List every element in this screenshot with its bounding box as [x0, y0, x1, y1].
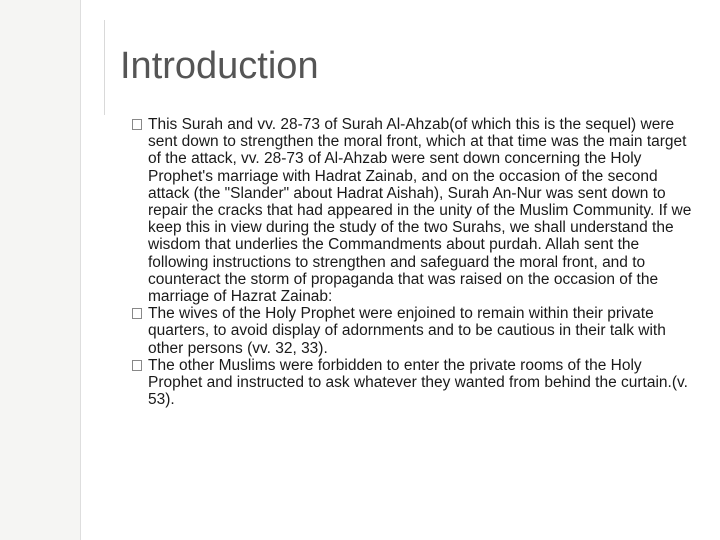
- square-bullet-icon: [132, 308, 142, 319]
- square-bullet-icon: [132, 119, 142, 130]
- bullet-item: [132, 116, 692, 305]
- bullet-list: [132, 116, 692, 408]
- slide-title: Introduction: [120, 45, 319, 87]
- bullet-text: This Surah and vv. 28-73 of Surah Al-Ahzab(of which this is the sequel) were sent down to strengthen the moral front, which at that time was the main target of the attack, vv. 28-73 of Al-Ahzab were sent down concerning the Holy Prophet's marriage with Hadrat Zainab, and on the occasion of the second attack (the "Slander" about Hadrat Aishah), Surah An-Nur was sent down to repair the cracks that had appeared in the unity of the Muslim Community. If we keep this in view during the study of the two Surahs, we shall understand the wisdom that underlies the Commandments about purdah. Allah sent the following instructions to strengthen and safeguard the moral front, and to counteract the storm of propaganda that was raised on the occasion of the marriage of Hazrat Zainab:: [148, 116, 692, 306]
- bullet-text: The wives of the Holy Prophet were enjoined to remain within their private quarters, to avoid display of adornments and to be cautious in their talk with other persons (vv. 32, 33).: [148, 305, 666, 357]
- left-divider-line: [80, 0, 81, 540]
- title-accent-line: [104, 20, 105, 115]
- bullet-text: The other Muslims were forbidden to enter the private rooms of the Holy Prophet and instructed to ask whatever they wanted from behind the curtain.(v. 53).: [148, 356, 688, 409]
- bullet-item: [132, 305, 692, 357]
- square-bullet-icon: [132, 360, 142, 371]
- bullet-item: [132, 357, 692, 409]
- left-decorative-band: [0, 0, 80, 540]
